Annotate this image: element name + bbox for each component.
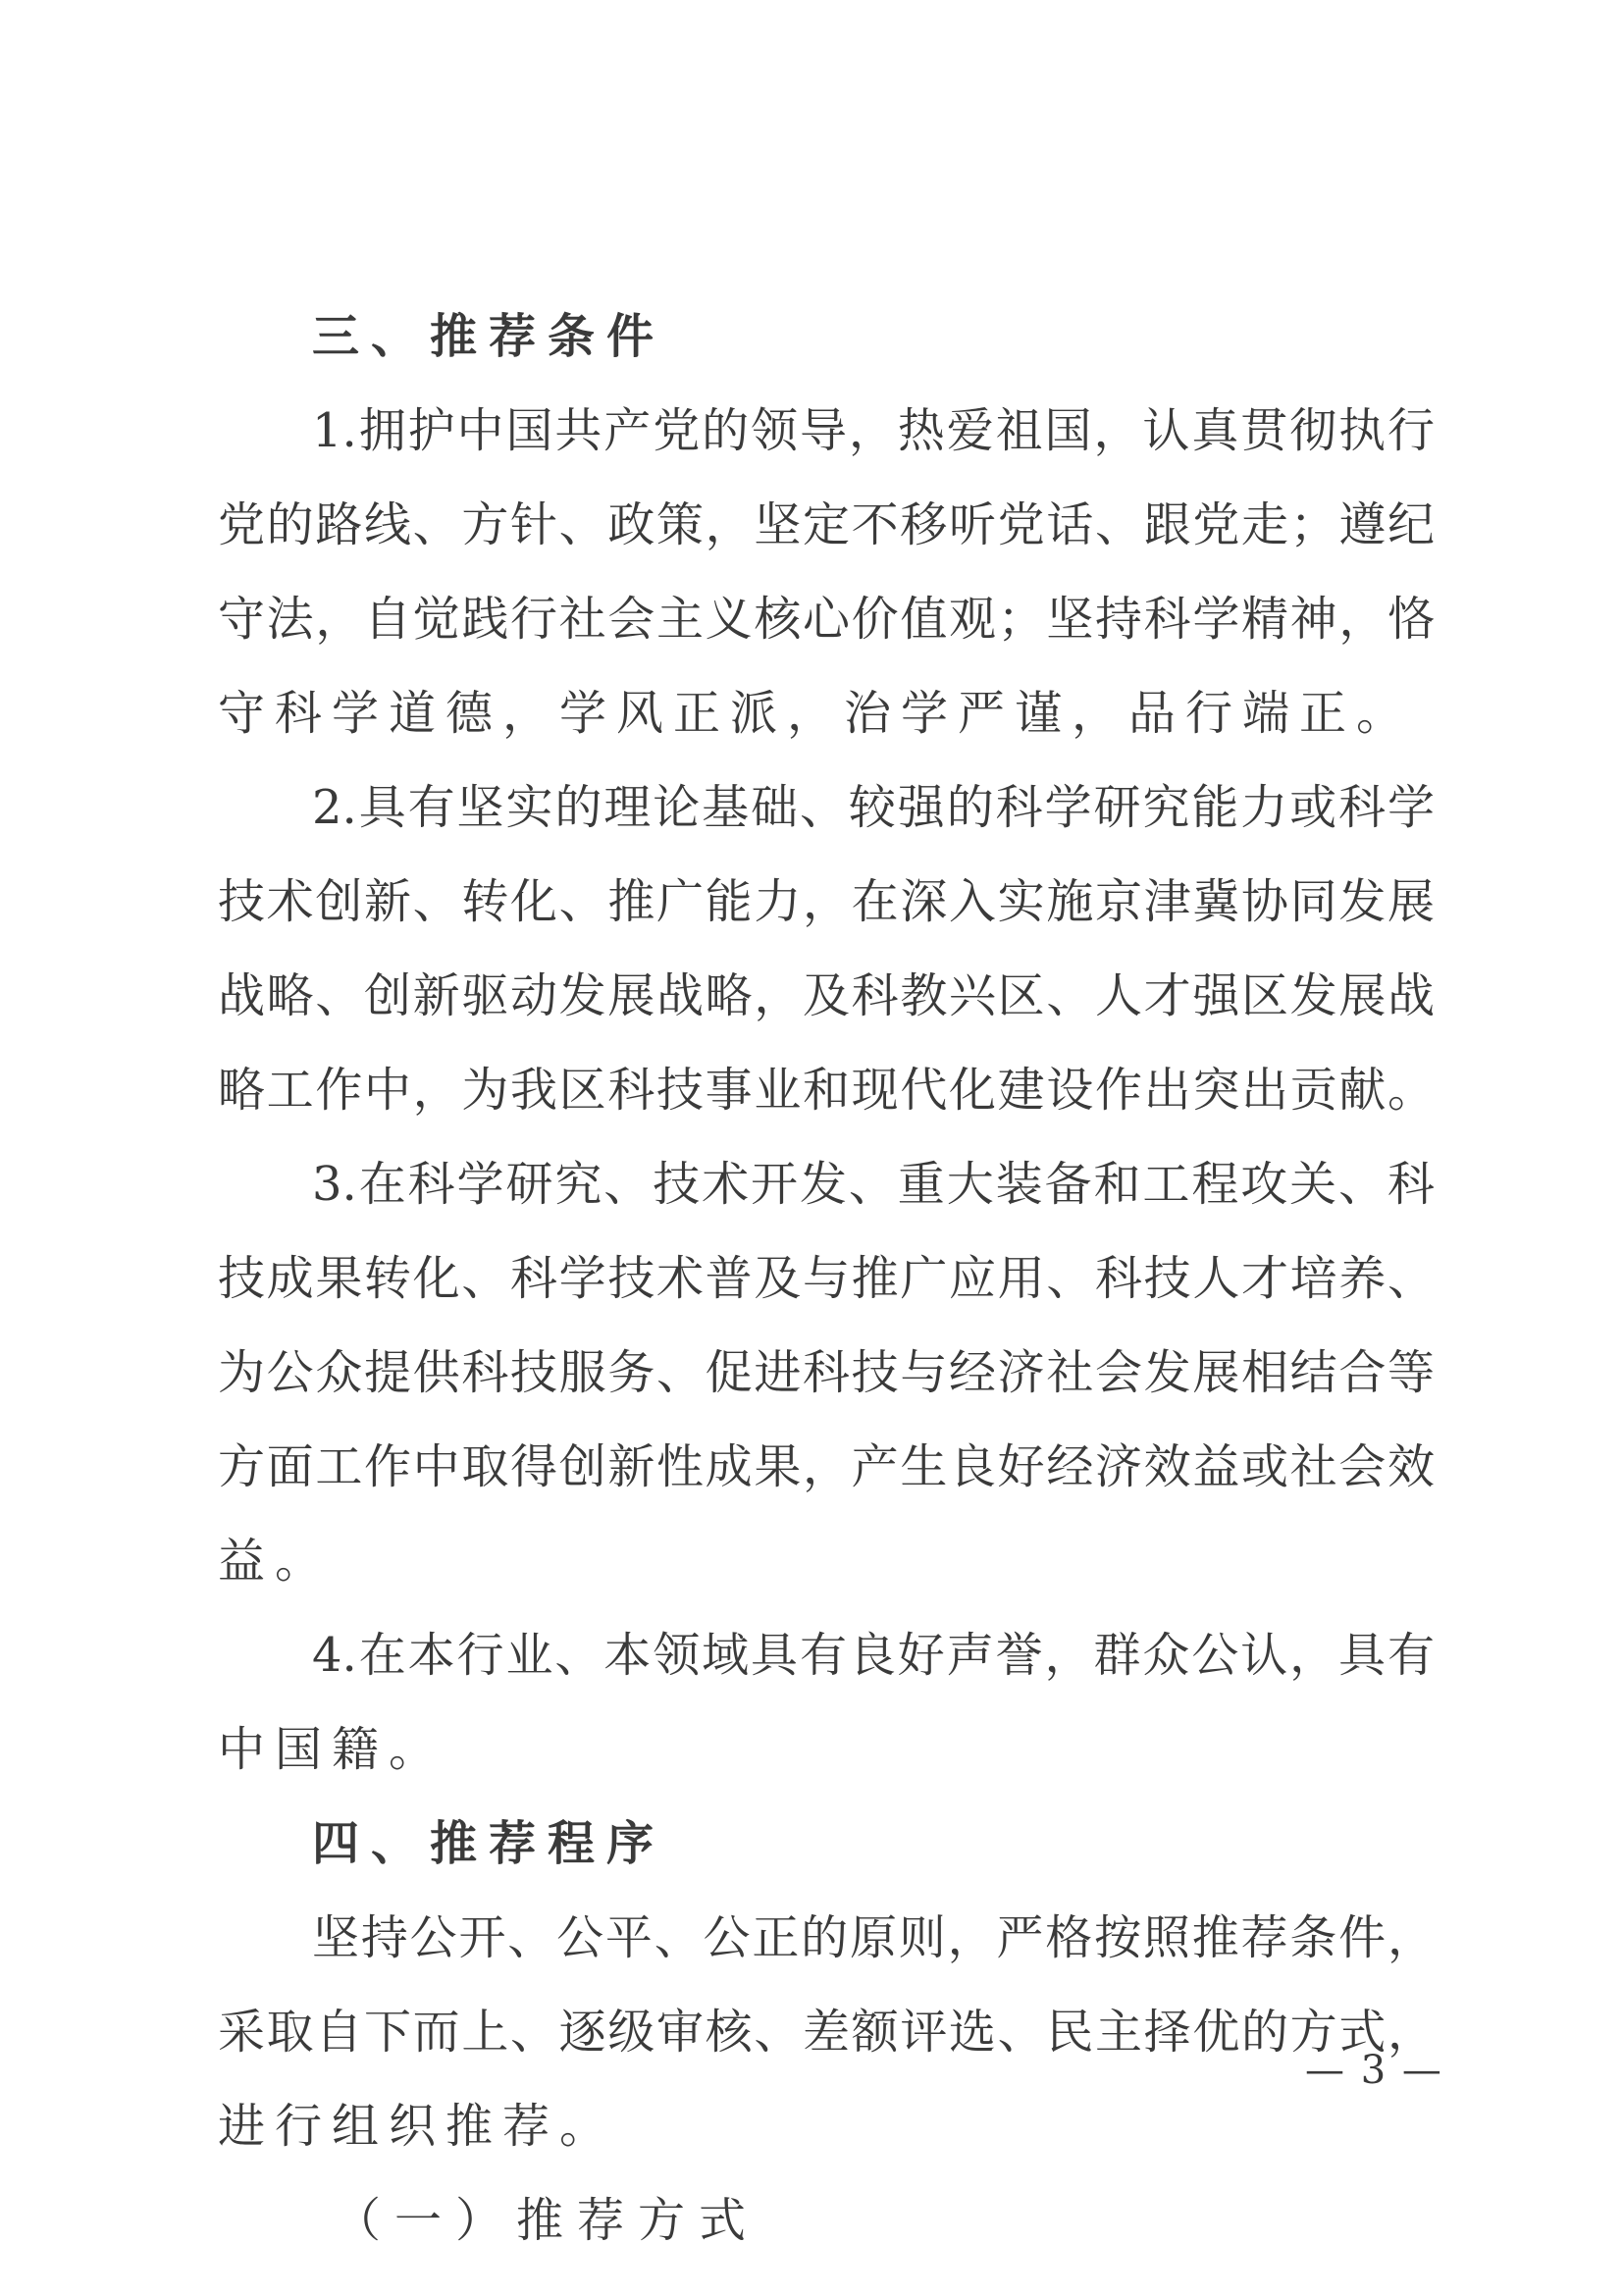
paragraph-line: 坚持公开、公平、公正的原则，严格按照推荐条件， — [312, 1910, 1435, 1965]
paragraph-line: 4.在本行业、本领域具有良好声誉，群众公认，具有 — [312, 1628, 1435, 1683]
section-heading-recommendation-procedure: 四、推荐程序 — [312, 1816, 666, 1871]
condition-item-2 — [218, 760, 1435, 1137]
paragraph-line: 技术创新、转化、推广能力，在深入实施京津冀协同发展 — [218, 874, 1435, 929]
paragraph-line: 3.在科学研究、技术开发、重大装备和工程攻关、科 — [312, 1157, 1435, 1212]
subsection-heading-recommendation-method: （一）推荐方式 — [334, 2193, 760, 2248]
condition-item-1 — [218, 384, 1435, 760]
paragraph-line: 1.拥护中国共产党的领导，热爱祖国，认真贯彻执行 — [312, 403, 1435, 458]
paragraph-line: 守科学道德，学风正派，治学严谨，品行端正。 — [218, 686, 1414, 741]
paragraph-line: 技成果转化、科学技术普及与推广应用、科技人才培养、 — [218, 1251, 1435, 1306]
paragraph-line: 方面工作中取得创新性成果，产生良好经济效益或社会效 — [218, 1439, 1435, 1494]
paragraph-line: 党的路线、方针、政策，坚定不移听党话、跟党走；遵纪 — [218, 497, 1435, 552]
paragraph-line: 守法，自觉践行社会主义核心价值观；坚持科学精神，恪 — [218, 592, 1435, 647]
paragraph-line: 进行组织推荐。 — [218, 2099, 617, 2154]
paragraph-line: 略工作中，为我区科技事业和现代化建设作出突出贡献。 — [218, 1063, 1435, 1118]
condition-item-3 — [218, 1137, 1435, 1608]
paragraph-line: 战略、创新驱动发展战略，及科教兴区、人才强区发展战 — [218, 968, 1435, 1023]
procedure-paragraph — [218, 1891, 1443, 2173]
paragraph-line: 2.具有坚实的理论基础、较强的科学研究能力或科学 — [312, 780, 1435, 835]
condition-item-4 — [218, 1608, 1435, 1797]
document-body — [218, 289, 1443, 2268]
page-number: — 3 — — [1305, 2048, 1443, 2093]
paragraph-line: 采取自下而上、逐级审核、差额评选、民主择优的方式， — [218, 2005, 1435, 2060]
paragraph-line: 益。 — [218, 1534, 333, 1589]
paragraph-line: 中国籍。 — [218, 1722, 446, 1777]
paragraph-line: 为公众提供科技服务、促进科技与经济社会发展相结合等 — [218, 1345, 1435, 1400]
section-heading-recommendation-conditions: 三、推荐条件 — [312, 309, 666, 364]
